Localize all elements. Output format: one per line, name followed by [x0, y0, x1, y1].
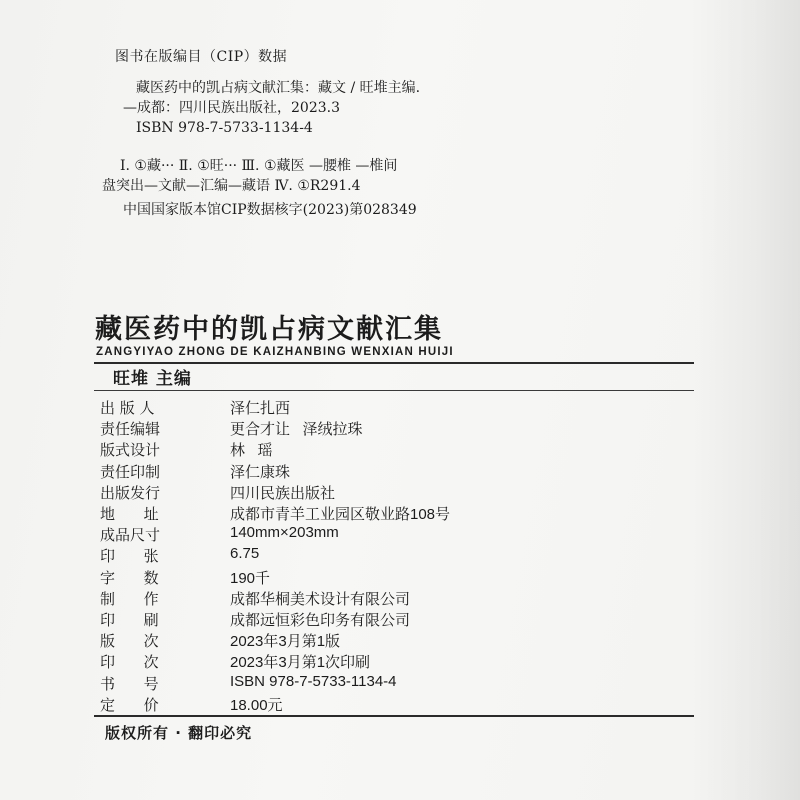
detail-value: 更合才让 泽绒拉珠 [230, 421, 363, 439]
detail-label: 字 数 [100, 568, 159, 587]
detail-value: 18.00元 [230, 696, 283, 714]
detail-value: 2023年3月第1次印刷 [230, 654, 371, 672]
book-title-pinyin: ZANGYIYAO ZHONG DE KAIZHANBING WENXIAN HUIJI [96, 346, 454, 358]
detail-label: 印 次 [100, 653, 159, 672]
detail-value: 2023年3月第1版 [230, 633, 341, 651]
detail-label: 版 次 [100, 632, 159, 651]
detail-label: 印 刷 [100, 611, 159, 629]
detail-label: 定 价 [100, 695, 159, 714]
detail-label: 出版发行 [100, 483, 161, 502]
divider [94, 715, 694, 717]
detail-label: 责任印制 [100, 462, 161, 481]
detail-value: 四川民族出版社 [230, 484, 336, 502]
detail-label: 成品尺寸 [100, 526, 161, 545]
cip-line-record: 中国国家版本馆CIP数据核字(2023)第028349 [123, 202, 417, 218]
detail-label: 版式设计 [100, 441, 161, 460]
detail-value: 190千 [230, 569, 271, 587]
detail-value: 成都华桐美术设计有限公司 [230, 590, 411, 608]
detail-value: 泽仁康珠 [230, 463, 291, 481]
detail-value: 140mm×203mm [230, 524, 339, 542]
detail-value: 6.75 [230, 545, 260, 563]
cip-line-publisher: —成都：四川民族出版社，2023.3 [123, 100, 340, 116]
cip-line-isbn: ISBN 978-7-5733-1134-4 [136, 120, 313, 136]
book-title: 藏医药中的凯占病文献汇集 [95, 314, 443, 345]
detail-value: 成都市青羊工业园区敬业路108号 [230, 506, 451, 523]
detail-label: 印 张 [100, 547, 159, 566]
detail-value: 林 瑶 [230, 442, 273, 460]
detail-label: 出 版 人 [100, 399, 155, 417]
cip-heading: 图书在版编目（CIP）数据 [115, 49, 288, 65]
detail-value: ISBN 978-7-5733-1134-4 [230, 672, 397, 690]
cip-line-subjects: Ⅰ. ①藏··· Ⅱ. ①旺··· Ⅲ. ①藏医 —腰椎 —椎间 [120, 158, 398, 174]
detail-value: 泽仁扎西 [230, 400, 291, 417]
cip-line-subjects-cont: 盘突出—文献—汇编—藏语 Ⅳ. ①R291.4 [102, 178, 361, 194]
copyright-notice: 版权所有 · 翻印必究 [105, 724, 253, 742]
divider [94, 390, 694, 391]
detail-label: 地 址 [100, 505, 159, 523]
detail-value: 成都远恒彩色印务有限公司 [230, 612, 411, 629]
cip-line-title: 藏医药中的凯占病文献汇集：藏文 / 旺堆主编. [136, 80, 421, 96]
editor-line: 旺堆 主编 [113, 369, 192, 389]
page-shadow [690, 0, 800, 800]
detail-label: 制 作 [100, 589, 159, 608]
detail-label: 书 号 [100, 674, 159, 693]
detail-label: 责任编辑 [100, 420, 161, 439]
